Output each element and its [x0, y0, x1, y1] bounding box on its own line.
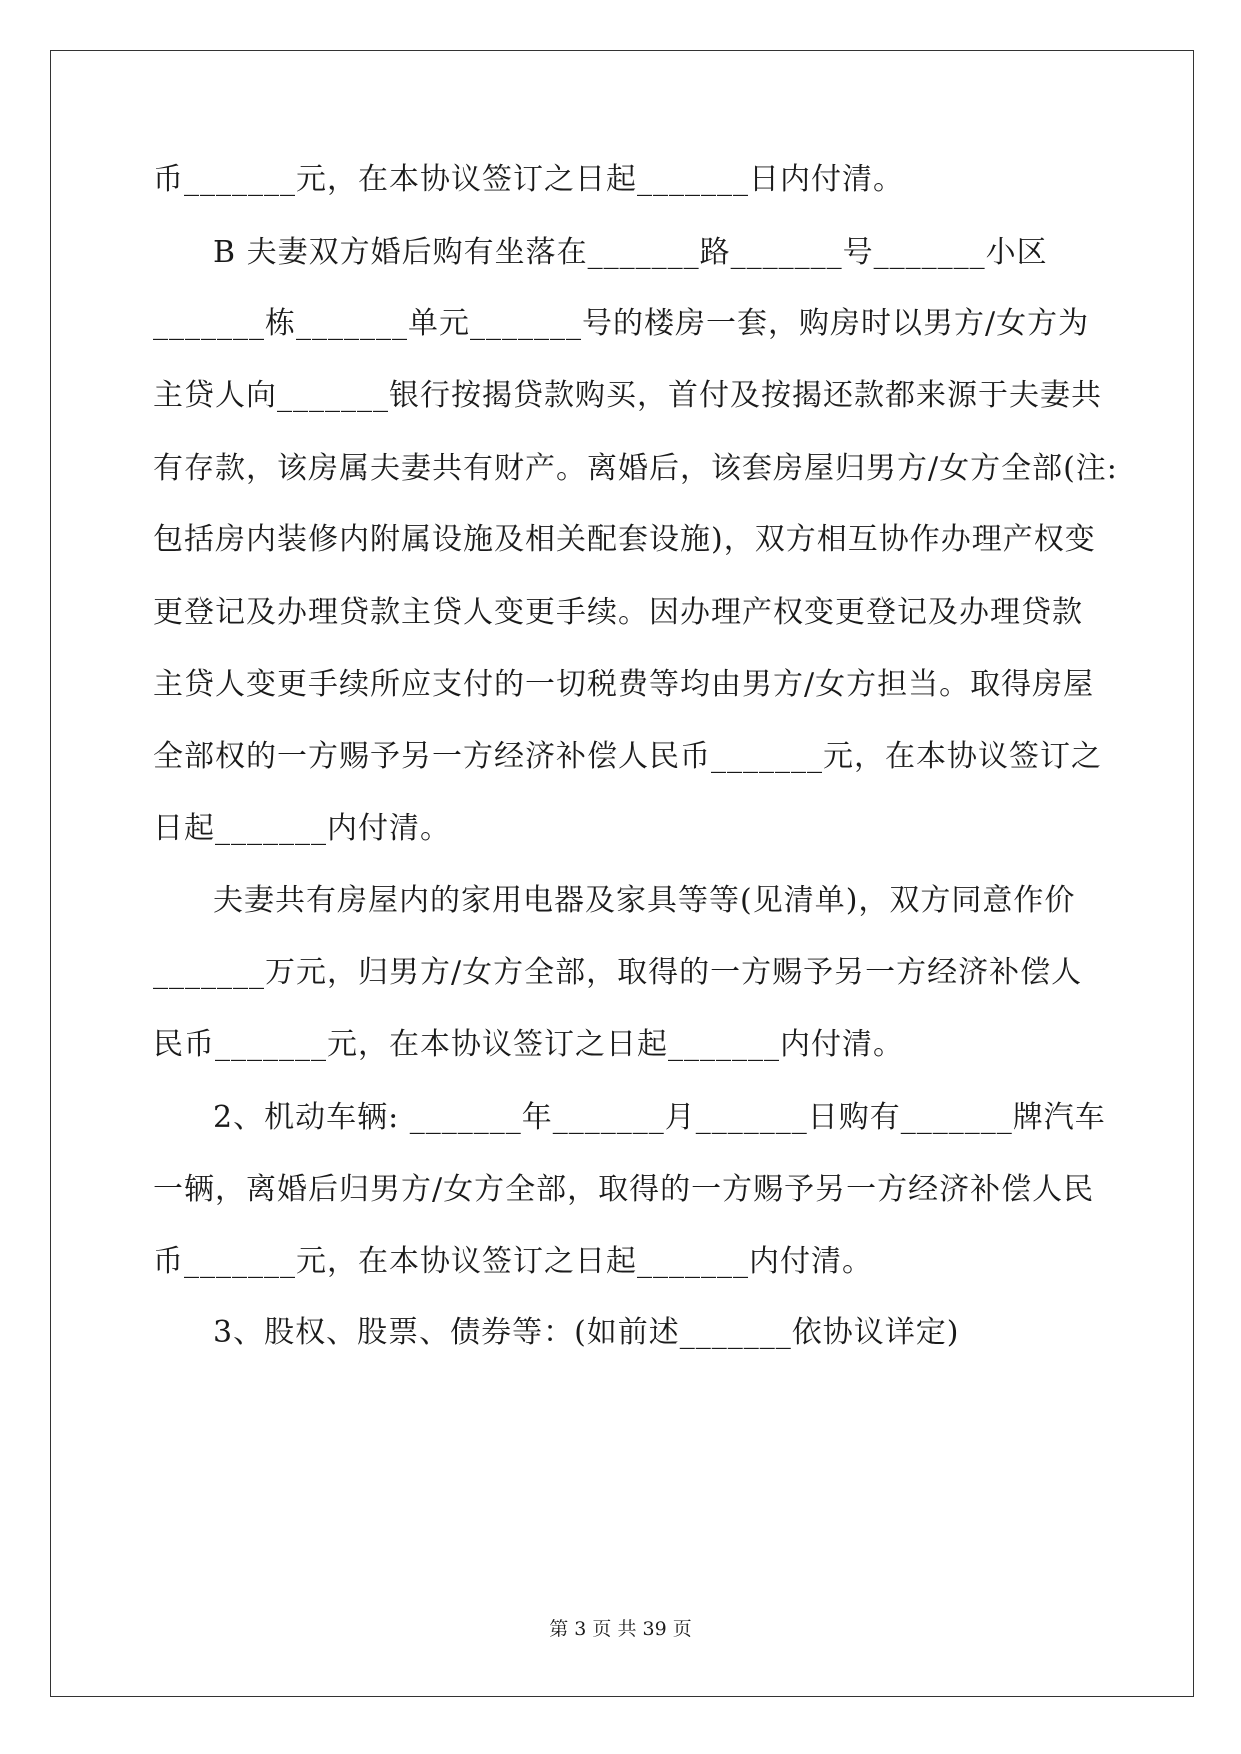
page-border: [50, 50, 1194, 1697]
text-line: 一辆，离婚后归男方/女方全部，取得的一方赐予另一方经济补偿人民: [153, 1172, 1095, 1207]
page-number: 第 3 页 共 39 页: [549, 1618, 692, 1640]
text-line: _______栋_______单元_______号的楼房一套，购房时以男方/女方为: [153, 306, 1090, 341]
text-line: 全部权的一方赐予另一方经济补偿人民币_______元，在本协议签订之: [153, 739, 1102, 774]
text-line: _______万元，归男方/女方全部，取得的一方赐予另一方经济补偿人: [153, 955, 1083, 990]
text-line: 民币_______元，在本协议签订之日起_______内付清。: [153, 1027, 904, 1062]
text-line: 币_______元，在本协议签订之日起_______日内付清。: [153, 162, 904, 197]
text-line: 币_______元，在本协议签订之日起_______内付清。: [153, 1244, 873, 1279]
text-line: 2、机动车辆: _______年_______月_______日购有_______牌汽车: [213, 1100, 1106, 1135]
text-line: 3、股权、股票、债券等：(如前述_______依协议详定): [213, 1315, 960, 1350]
text-line: 夫妻共有房屋内的家用电器及家具等等(见清单)，双方同意作价: [213, 883, 1076, 918]
text-line: 更登记及办理贷款主贷人变更手续。因办理产权变更登记及办理贷款: [153, 595, 1083, 630]
text-line: 主贷人变更手续所应支付的一切税费等均由男方/女方担当。取得房屋: [153, 667, 1095, 702]
text-line: 主贷人向_______银行按揭贷款购买，首付及按揭还款都来源于夫妻共: [153, 378, 1102, 413]
text-line: 日起_______内付清。: [153, 811, 451, 846]
text-line: 有存款，该房属夫妻共有财产。离婚后，该套房屋归男方/女方全部(注:: [153, 451, 1118, 486]
text-line: 包括房内装修内附属设施及相关配套设施)，双方相互协作办理产权变: [153, 522, 1096, 557]
text-line: B 夫妻双方婚后购有坐落在_______路_______号_______小区: [213, 235, 1048, 270]
